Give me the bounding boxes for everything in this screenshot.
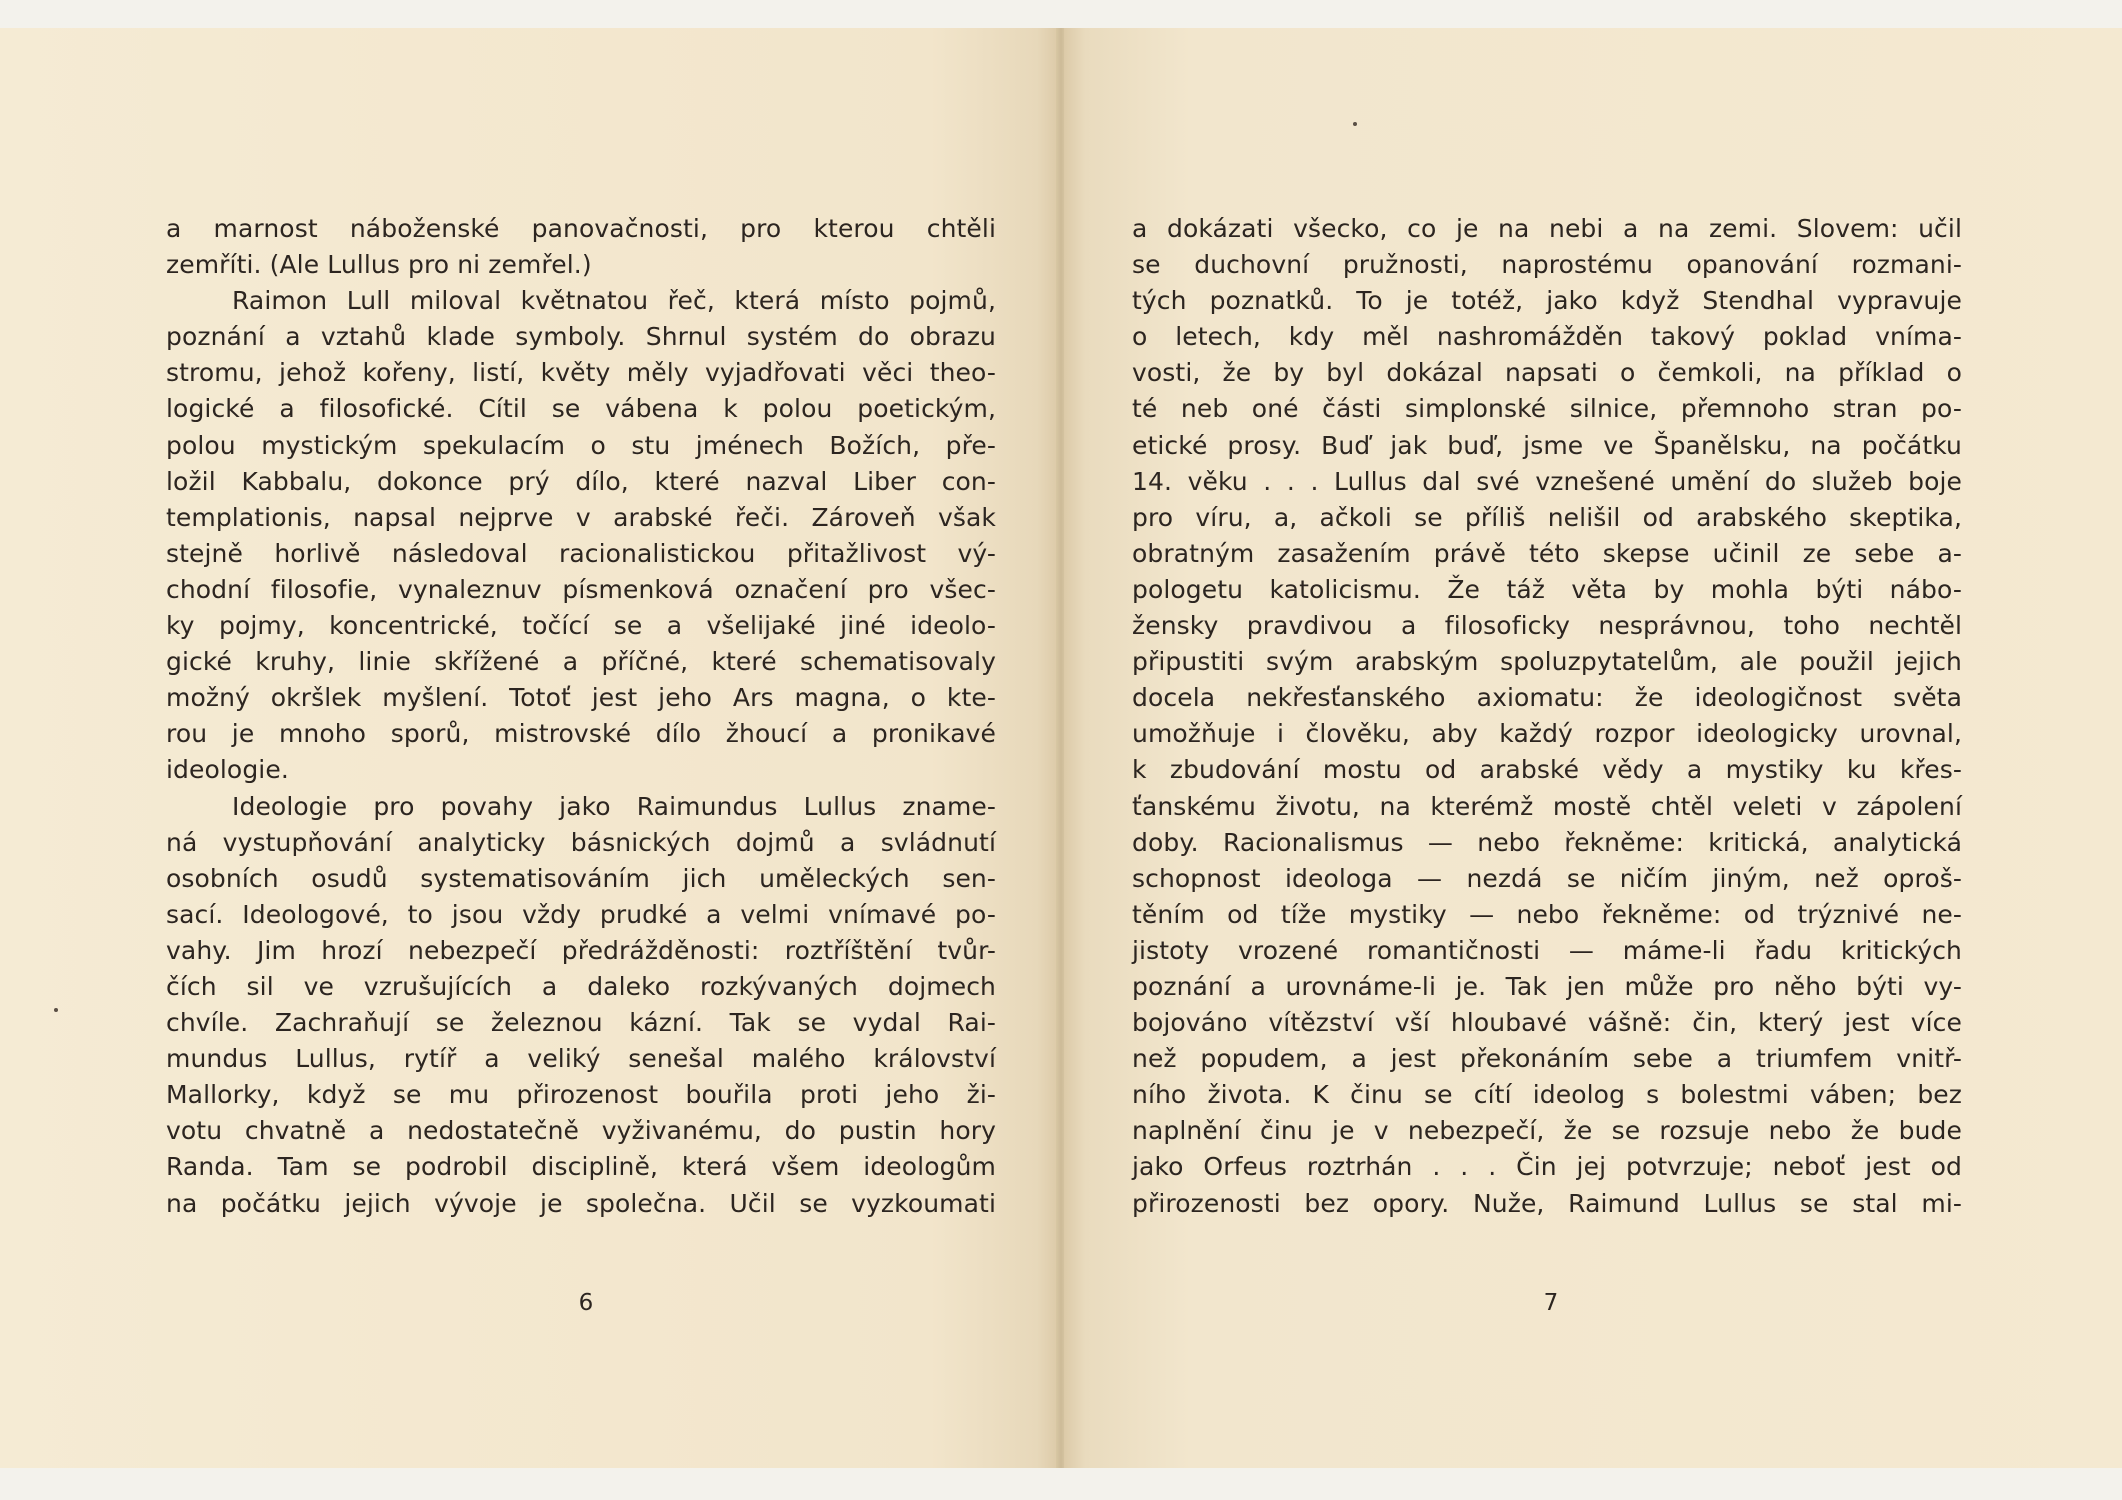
text-line: doby. Racionalismus — nebo řekněme: kritická, analytická [1132,827,1962,857]
text-line: 14. věku . . . Lullus dal své vznešené umění do služeb boje [1132,466,1962,496]
text-line: čích sil ve vzrušujících a daleko rozkývaných dojmech [166,971,996,1001]
text-line: než popudem, a jest překonáním sebe a triumfem vnitř- [1132,1044,1962,1074]
text-line: se duchovní pružnosti, naprostému opanování rozmani- [1132,250,1962,280]
text-line: docela nekřesťanského axiomatu: že ideologičnost světa [1132,683,1962,713]
text-line: Randa. Tam se podrobil disciplině, která všem ideologům [166,1152,996,1182]
text-line: pro víru, a, ačkoli se příliš nelišil od arabského skeptika, [1132,502,1962,532]
text-line: jako Orfeus roztrhán . . . Čin jej potvrzuje; neboť jest od [1132,1152,1962,1182]
text-line: těním od tíže mystiky — nebo řekněme: od trýznivé ne- [1132,899,1962,929]
text-line: ťanskému životu, na kterémž mostě chtěl veleti v zápolení [1132,791,1962,821]
text-line: žensky pravdivou a filosoficky nesprávnou, toho nechtěl [1132,611,1962,641]
text-line: templationis, napsal nejprve v arabské řeči. Zároveň však [166,502,996,532]
paper-speck [54,1008,58,1012]
text-line: k zbudování mostu od arabské vědy a mystiky ku křes- [1132,755,1962,785]
text-line: a marnost náboženské panovačnosti, pro kterou chtěli [166,214,996,243]
page-number: 6 [578,1290,594,1316]
left-page-text [166,211,996,1222]
text-line: chodní filosofie, vynaleznuv písmenková označení pro všec- [166,574,996,604]
text-line: stromu, jehož kořeny, listí, květy měly vyjadřovati věci theo- [166,358,996,388]
text-line: ky pojmy, koncentrické, točící se a všelijaké jiné ideolo- [166,611,996,641]
page-number: 7 [1543,1290,1559,1316]
text-line: zemříti. (Ale Lullus pro ni zemřel.) [166,250,592,280]
text-line: etické prosy. Buď jak buď, jsme ve Španělsku, na počátku [1132,430,1962,460]
text-line: Ideologie pro povahy jako Raimundus Lullus zname- [232,791,996,821]
text-line: mundus Lullus, rytíř a veliký senešal malého království [166,1044,996,1074]
text-line: ložil Kabbalu, dokonce prý dílo, které nazval Liber con- [166,466,996,496]
text-line: bojováno vítězství vší hloubavé vášně: čin, který jest více [1132,1008,1962,1038]
text-line: pologetu katolicismu. Že táž věta by mohla býti nábo- [1132,574,1962,604]
text-line: umožňuje i člověku, aby každý rozpor ideologicky urovnal, [1132,719,1962,749]
text-line: ná vystupňování analyticky básnických dojmů a svládnutí [166,827,996,857]
text-line: chvíle. Zachraňují se železnou kázní. Tak se vydal Rai- [166,1008,996,1038]
text-line: sací. Ideologové, to jsou vždy prudké a velmi vnímavé po- [166,899,996,929]
text-line: ideologie. [166,755,289,785]
text-line: vosti, že by byl dokázal napsati o čemkoli, na příklad o [1132,358,1962,388]
text-line: poznání a urovnáme-li je. Tak jen může pro něho býti vy- [1132,971,1962,1001]
text-line: obratným zasažením právě této skepse učinil ze sebe a- [1132,538,1962,568]
text-line: ního života. K činu se cítí ideolog s bolestmi váben; bez [1132,1080,1962,1110]
text-line: vahy. Jim hrozí nebezpečí předrážděnosti: roztříštění tvůr- [166,935,996,965]
right-page-text [1132,211,1962,1222]
text-line: osobních osudů systematisováním jich uměleckých sen- [166,863,996,893]
right-page [1064,28,2122,1468]
text-line: logické a filosofické. Cítil se vábena k polou poetickým, [166,394,996,424]
text-line: votu chvatně a nedostatečně vyživanému, do pustin hory [166,1116,996,1146]
text-line: polou mystickým spekulacím o stu jménech Božích, pře- [166,430,996,460]
text-line: připustiti svým arabským spoluzpytatelům, ale použil jejich [1132,647,1962,677]
text-line: na počátku jejich vývoje je společna. Učil se vyzkoumati [166,1188,996,1218]
text-line: stejně horlivě následoval racionalistickou přitažlivost vý- [166,538,996,568]
paper-speck [1353,122,1357,126]
text-line: gické kruhy, linie skřížené a příčné, které schematisovaly [166,647,996,677]
text-line: schopnost ideologa — nezdá se ničím jiným, než oproš- [1132,863,1962,893]
left-page [0,28,1058,1468]
text-line: rou je mnoho sporů, mistrovské dílo žhoucí a pronikavé [166,719,996,749]
text-line: poznání a vztahů klade symboly. Shrnul systém do obrazu [166,322,996,352]
text-line: přirozenosti bez opory. Nuže, Raimund Lullus se stal mi- [1132,1188,1962,1218]
text-line: Raimon Lull miloval květnatou řeč, která místo pojmů, [232,286,996,316]
text-line: naplnění činu je v nebezpečí, že se rozsuje nebo že bude [1132,1116,1962,1146]
text-line: té neb oné části simplonské silnice, přemnoho stran po- [1132,394,1962,424]
text-line: jistoty vrozené romantičnosti — máme-li řadu kritických [1132,935,1962,965]
text-line: Mallorky, když se mu přirozenost bouřila proti jeho ži- [166,1080,996,1110]
text-line: a dokázati všecko, co je na nebi a na zemi. Slovem: učil [1132,214,1962,243]
text-line: tých poznatků. To je totéž, jako když Stendhal vypravuje [1132,286,1962,316]
text-line: o letech, kdy měl nashromážděn takový poklad vníma- [1132,322,1962,352]
text-line: možný okršlek myšlení. Totoť jest jeho Ars magna, o kte- [166,683,996,713]
